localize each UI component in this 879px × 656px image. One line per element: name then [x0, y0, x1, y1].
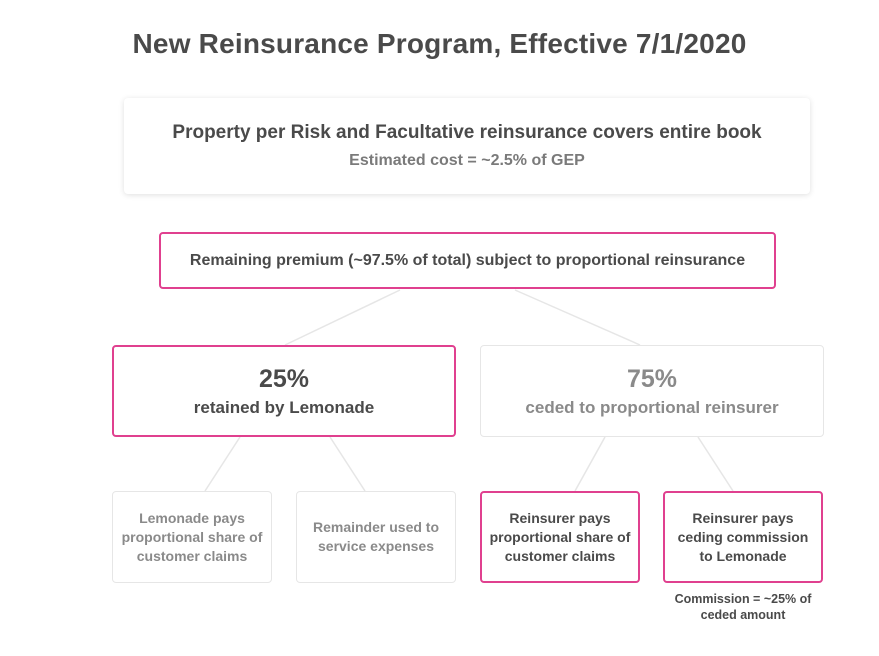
top-cover-cost: Estimated cost = ~2.5% of GEP [349, 152, 585, 169]
leaf-ceding-commission [663, 491, 823, 583]
commission-note: Commission = ~25% of ceded amount [674, 592, 812, 622]
ceded-label: ceded to proportional reinsurer [525, 397, 779, 417]
leaf-reinsurer-claims-text: Reinsurer pays proportional share of customer claims [489, 509, 631, 564]
retained-label: retained by Lemonade [193, 397, 375, 417]
connector-retained-to-lemonade-claims [205, 437, 240, 491]
page-title: New Reinsurance Program, Effective 7/1/2020 [132, 28, 747, 59]
retained-percent: 25% [258, 364, 310, 393]
connector-ceded-to-commission [698, 437, 733, 491]
connector-ceded-to-reinsurer-claims [575, 437, 605, 491]
connector-remaining-to-retained [285, 290, 400, 345]
remaining-premium-text: Remaining premium (~97.5% of total) subject to proportional reinsurance [189, 251, 746, 269]
retained-box [112, 345, 456, 437]
top-cover-box [124, 98, 810, 194]
ceded-box [480, 345, 824, 437]
leaf-lemonade-claims [112, 491, 272, 583]
leaf-lemonade-claims-text: Lemonade pays proportional share of customer claims [121, 509, 263, 564]
leaf-reinsurer-claims [480, 491, 640, 583]
leaf-remainder-expenses [296, 491, 456, 583]
leaf-remainder-expenses-text: Remainder used to service expenses [312, 519, 440, 554]
ceded-percent: 75% [626, 364, 678, 393]
leaf-ceding-commission-text: Reinsurer pays ceding commission to Lemonade [677, 509, 809, 564]
remaining-premium-box [159, 232, 776, 289]
top-cover-main: Property per Risk and Facultative reinsurance covers entire book [172, 122, 762, 143]
connector-remaining-to-ceded [515, 290, 640, 345]
connector-retained-to-remainder [330, 437, 365, 491]
